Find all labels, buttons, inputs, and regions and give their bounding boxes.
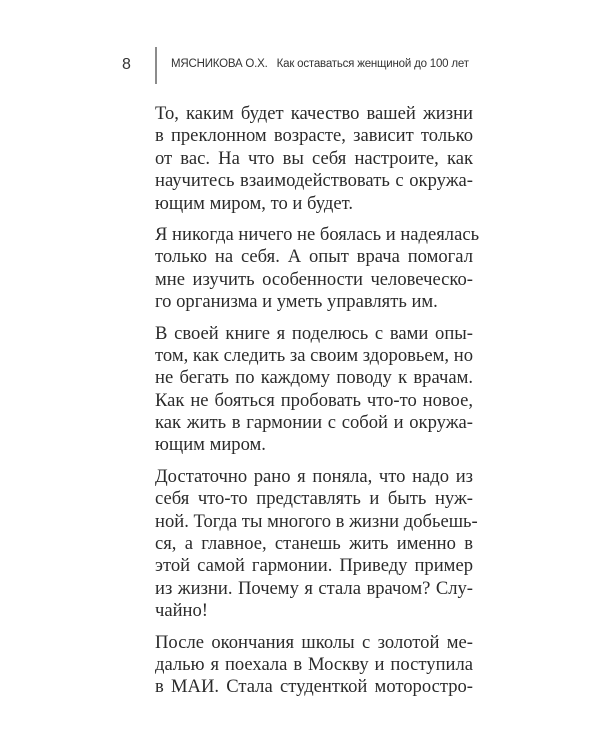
paragraph-5 bbox=[155, 632, 473, 699]
text-line: Я никогда ничего не боялась и надеялась bbox=[155, 223, 480, 245]
text-line: го организма и уметь управлять им. bbox=[155, 291, 438, 313]
page-header bbox=[0, 47, 600, 85]
header-divider bbox=[155, 47, 157, 84]
text-line: ющим миром, то и будет. bbox=[155, 192, 353, 214]
text-line: этой самой гармонии. Приведу пример bbox=[155, 555, 473, 577]
text-line: том, как следить за своим здоровьем, но bbox=[155, 344, 473, 366]
running-head-author: МЯСНИКОВА О.Х. bbox=[171, 58, 268, 70]
text-line: мне изучить особенности человеческо- bbox=[155, 268, 473, 290]
text-line: себя что-то представлять и быть нуж- bbox=[155, 488, 473, 510]
paragraph-4 bbox=[155, 465, 478, 623]
text-line: научитесь взаимодействовать с окружа- bbox=[155, 170, 473, 192]
body-text bbox=[155, 103, 480, 708]
text-line: из жизни. Почему я стала врачом? Слу- bbox=[155, 577, 473, 599]
text-line: в преклонном возрасте, зависит только bbox=[155, 125, 473, 147]
text-line: Как не бояться пробовать что-то новое, bbox=[155, 389, 473, 411]
paragraph-2 bbox=[155, 223, 480, 314]
text-line: Достаточно рано я поняла, что надо из bbox=[155, 465, 473, 487]
text-line: не бегать по каждому поводу к врачам. bbox=[155, 367, 473, 389]
text-line: ной. Тогда ты многого в жизни добьешь- bbox=[155, 510, 478, 532]
text-line: далью я поехала в Москву и поступила bbox=[155, 653, 473, 675]
text-line: чайно! bbox=[155, 600, 208, 622]
text-line: только на себя. А опыт врача помогал bbox=[155, 246, 473, 268]
paragraph-3 bbox=[155, 323, 473, 457]
paragraph-1 bbox=[155, 103, 473, 215]
running-head-title: Как оставаться женщиной до 100 лет bbox=[276, 58, 469, 70]
running-head bbox=[171, 58, 469, 70]
text-line: ющим миром. bbox=[155, 434, 266, 456]
text-line: То, каким будет качество вашей жизни bbox=[155, 103, 473, 124]
text-line: В своей книге я поделюсь с вами опы- bbox=[155, 322, 473, 344]
text-line: ся, а главное, станешь жить именно в bbox=[155, 533, 473, 555]
text-line: как жить в гармонии с собой и окружа- bbox=[155, 412, 473, 434]
text-line: от вас. На что вы себя настроите, как bbox=[155, 147, 473, 169]
page-number: 8 bbox=[122, 56, 131, 73]
text-line: в МАИ. Стала студенткой моторостро- bbox=[155, 676, 473, 698]
text-line: После окончания школы с золотой ме- bbox=[155, 631, 473, 653]
